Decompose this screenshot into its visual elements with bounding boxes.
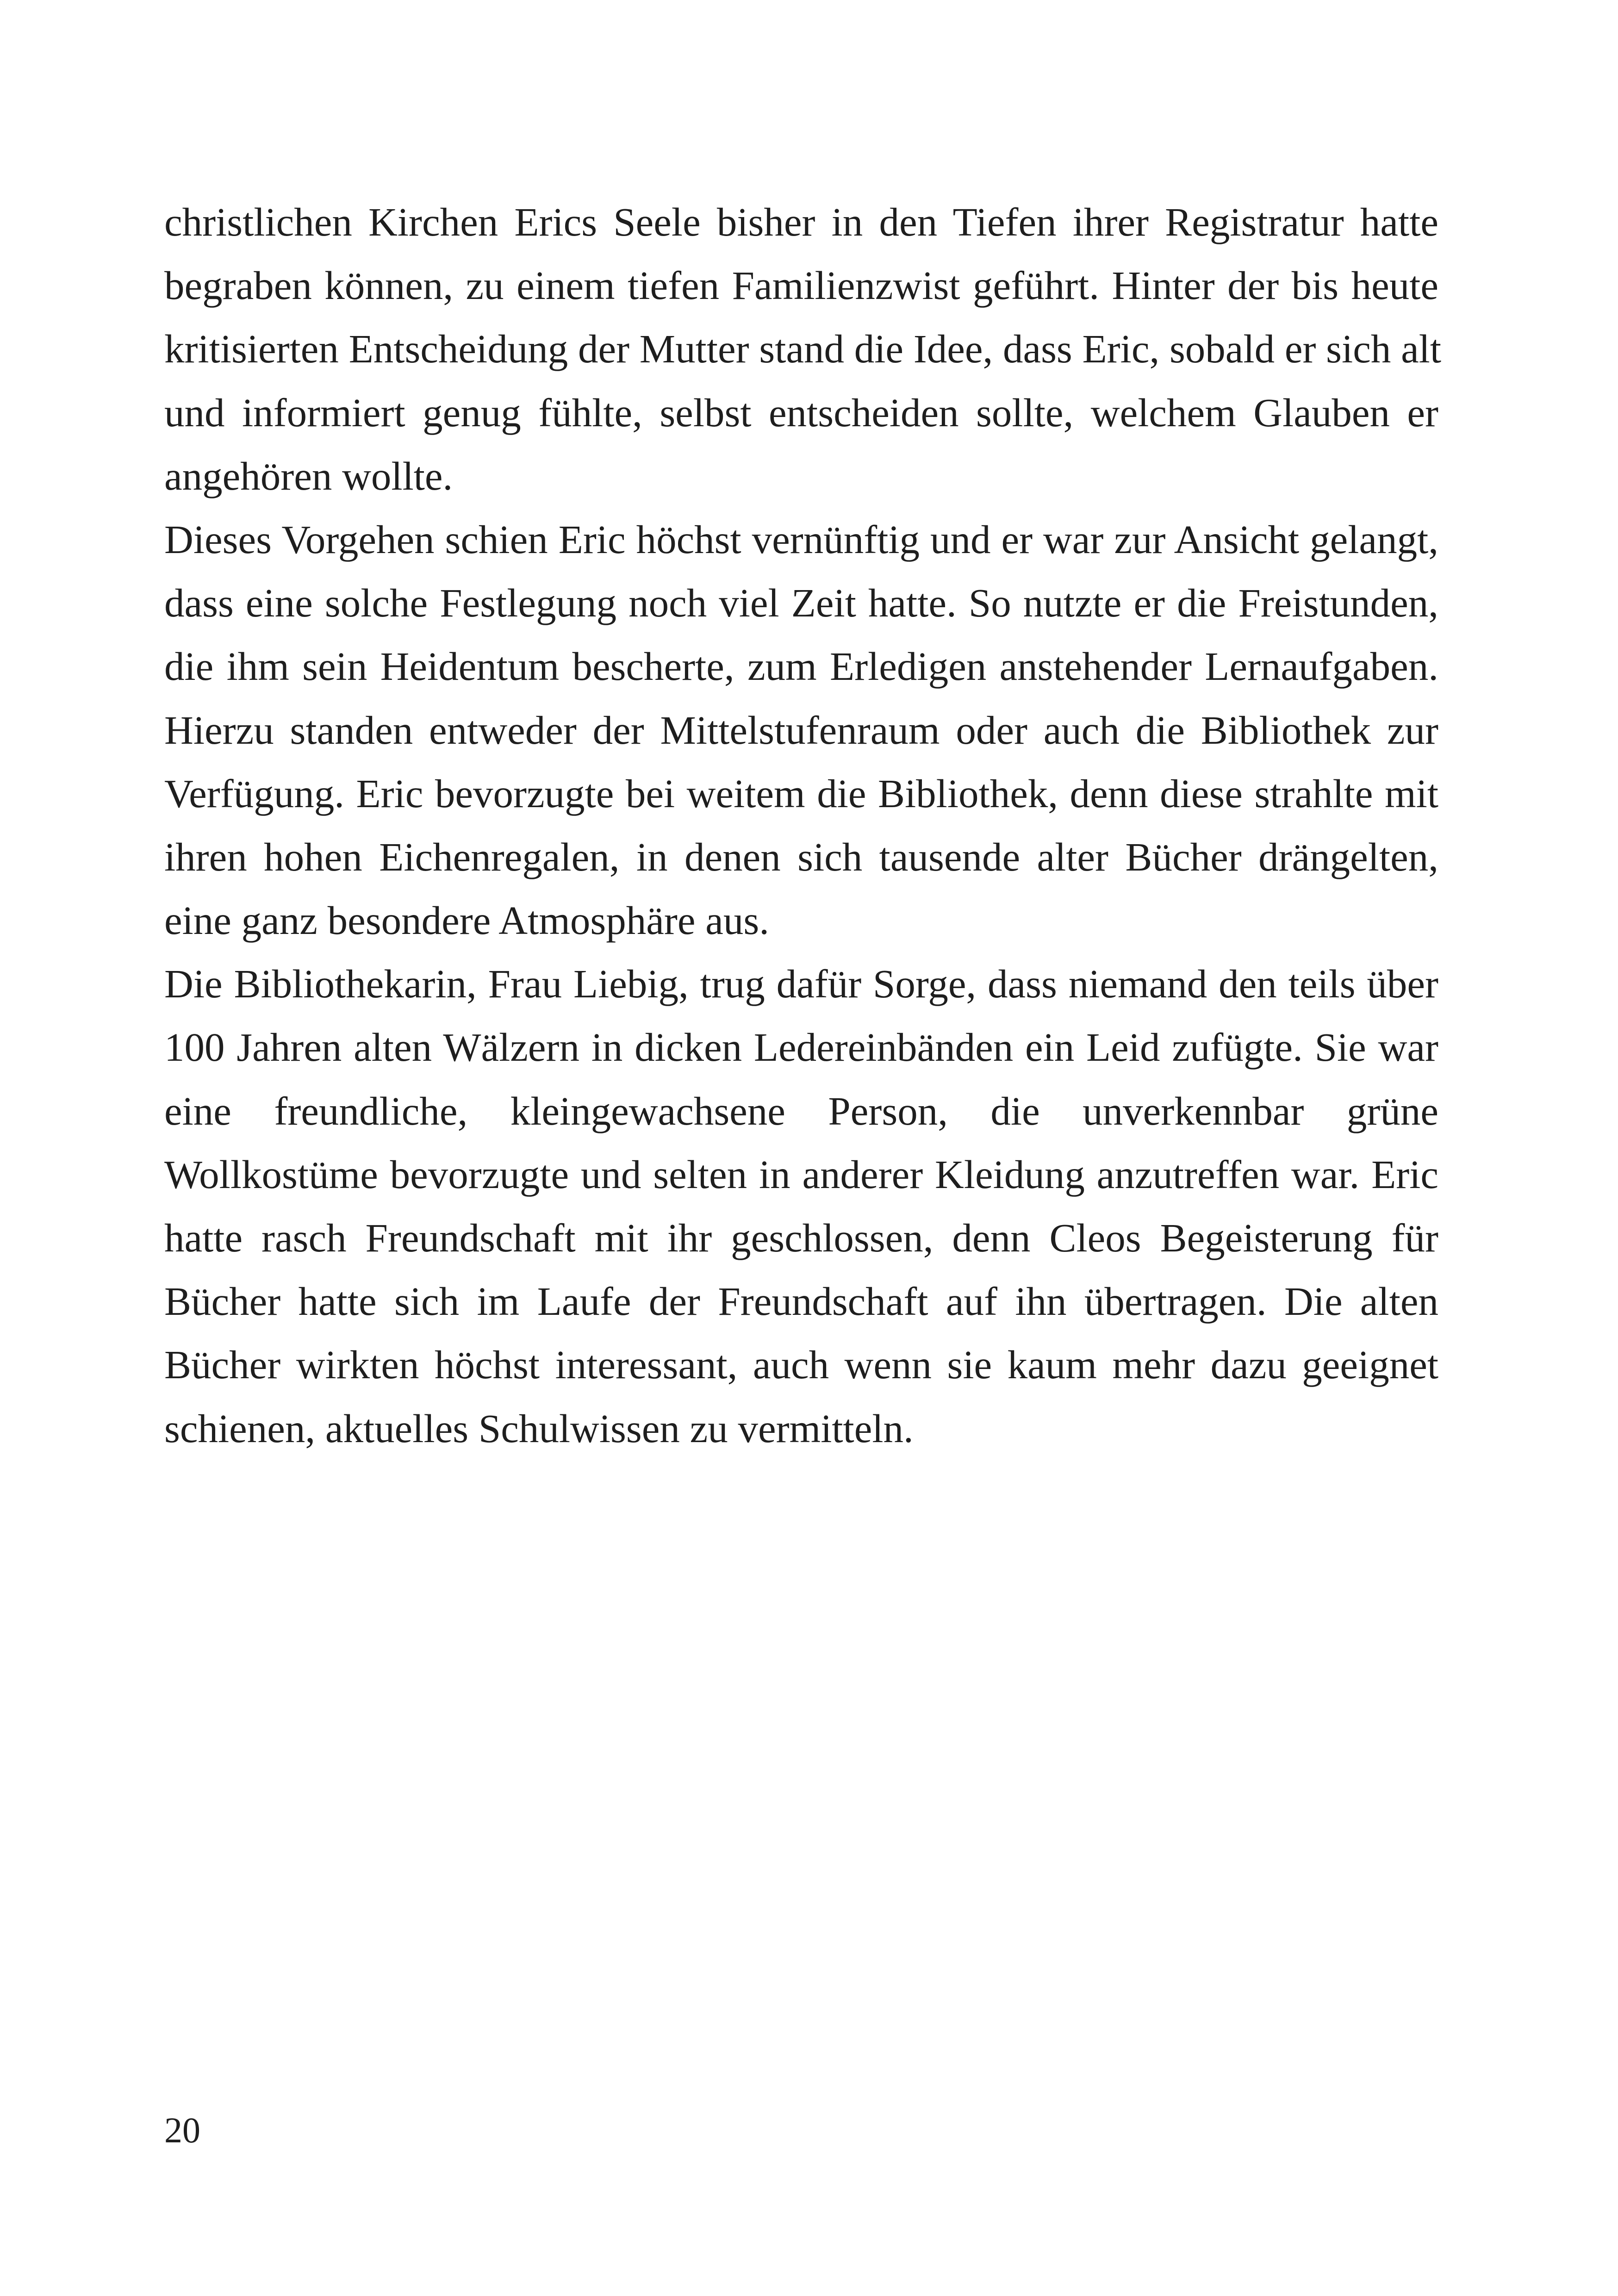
paragraph <box>164 508 1438 952</box>
text-line: hatte rasch Freundschaft mit ihr geschlossen, denn Cleos Begeisterung für <box>164 1215 1438 1260</box>
text-line: Bücher wirkten höchst interessant, auch wenn sie kaum mehr dazu geeignet <box>164 1342 1438 1388</box>
text-line: und informiert genug fühlte, selbst entscheiden sollte, welchem Glauben er <box>164 390 1438 435</box>
text-line: christlichen Kirchen Erics Seele bisher in den Tiefen ihrer Registratur hatte <box>164 199 1438 244</box>
text-line: angehören wollte. <box>164 453 453 498</box>
text-line: Dieses Vorgehen schien Eric höchst vernünftig und er war zur Ansicht gelangt, <box>164 516 1438 562</box>
text-line: 100 Jahren alten Wälzern in dicken Ledereinbänden ein Leid zufügte. Sie war <box>164 1025 1438 1070</box>
text-line: kritisierten Entscheidung der Mutter stand die Idee, dass Eric, sobald er sich alt <box>164 326 1442 372</box>
text-line: Die Bibliothekarin, Frau Liebig, trug dafür Sorge, dass niemand den teils über <box>164 961 1438 1007</box>
text-line: eine freundliche, kleingewachsene Person, die unverkennbar grüne <box>164 1088 1438 1133</box>
paragraph <box>164 190 1442 508</box>
text-line: ihren hohen Eichenregalen, in denen sich tausende alter Bücher drängelten, <box>164 834 1438 879</box>
text-line: die ihm sein Heidentum bescherte, zum Erledigen anstehender Lernaufgaben. <box>164 644 1438 689</box>
text-line: dass eine solche Festlegung noch viel Zeit hatte. So nutzte er die Freistunden, <box>164 580 1438 626</box>
text-line: Wollkostüme bevorzugte und selten in anderer Kleidung anzutreffen war. Eric <box>164 1151 1438 1197</box>
text-line: Hierzu standen entweder der Mittelstufenraum oder auch die Bibliothek zur <box>164 707 1438 753</box>
paragraph <box>164 952 1438 1460</box>
text-line: Bücher hatte sich im Laufe der Freundschaft auf ihn übertragen. Die alten <box>164 1279 1438 1324</box>
page-number: 20 <box>164 2110 200 2150</box>
text-line: schienen, aktuelles Schulwissen zu vermitteln. <box>164 1406 914 1451</box>
text-line: Verfügung. Eric bevorzugte bei weitem die Bibliothek, denn diese strahlte mit <box>164 771 1438 816</box>
text-line: begraben können, zu einem tiefen Familienzwist geführt. Hinter der bis heute <box>164 263 1438 308</box>
body-text <box>164 190 1442 1460</box>
text-line: eine ganz besondere Atmosphäre aus. <box>164 898 769 943</box>
